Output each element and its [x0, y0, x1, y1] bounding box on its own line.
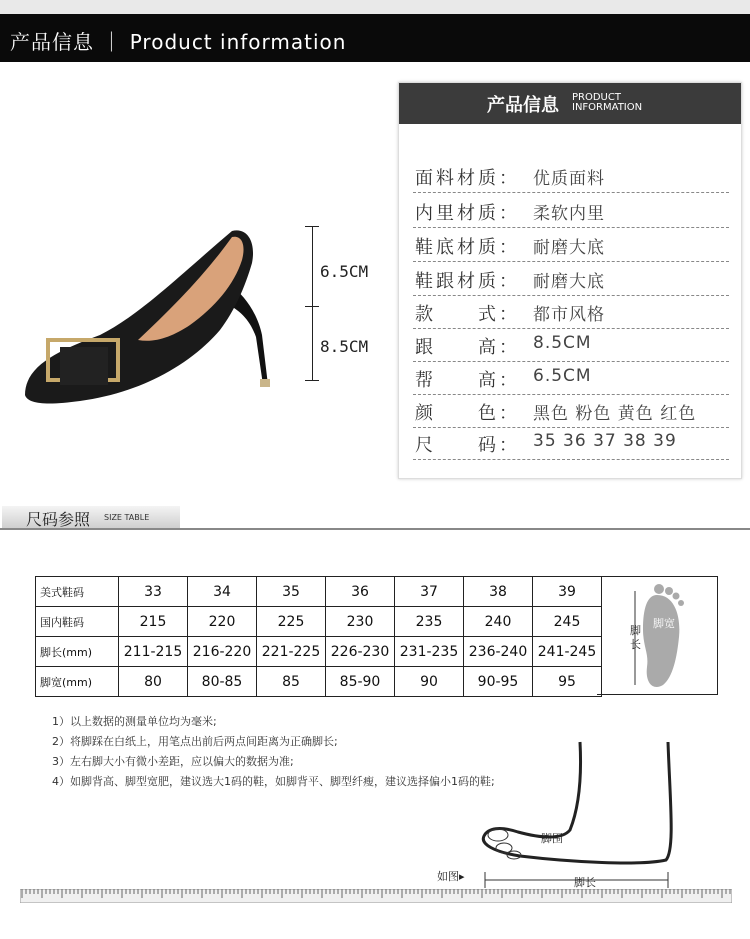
table-cell: 240 [464, 607, 533, 637]
panel-title-en [572, 93, 642, 113]
page-title: 产品信息 ｜ Product information [10, 30, 347, 54]
note-item: 2）将脚踩在白纸上，用笔点出前后两点间距离为正确脚长; [52, 735, 338, 748]
info-key: 帮 高： [415, 370, 520, 391]
info-key: 鞋跟材质： [415, 271, 520, 292]
info-value: 都市风格 [533, 305, 605, 325]
table-cell: 235 [395, 607, 464, 637]
dimension-line [312, 226, 313, 381]
info-row [413, 195, 729, 228]
page-header [0, 14, 750, 62]
info-value: 耐磨大底 [533, 272, 605, 292]
shoe-image [20, 215, 320, 415]
top-strip [0, 0, 750, 14]
table-cell: 80 [119, 667, 188, 697]
info-row [413, 296, 729, 329]
divider [0, 528, 750, 530]
dimension-tick [305, 306, 319, 307]
size-table [35, 576, 602, 697]
high-heel-shoe-icon [20, 215, 320, 415]
table-cell: 90-95 [464, 667, 533, 697]
info-key: 尺 码： [415, 435, 520, 456]
size-table-title-en: SIZE TABLE [104, 513, 150, 522]
info-row [413, 263, 729, 296]
info-value: 黑色 粉色 黄色 红色 [533, 404, 697, 424]
table-cell: 90 [395, 667, 464, 697]
table-cell: 215 [119, 607, 188, 637]
note-item: 4）如脚背高、脚型宽肥，建议选大1码的鞋，如脚背平、脚型纤瘦，建议选择偏小1码的鞋; [52, 775, 495, 788]
info-value: 35 36 37 38 39 [533, 431, 677, 451]
info-row [413, 362, 729, 395]
table-cell: 37 [395, 577, 464, 607]
table-row [36, 607, 602, 637]
foot-diagram-box [597, 576, 718, 695]
foot-length-label: 脚长 [630, 624, 641, 651]
notes-list [52, 712, 495, 792]
table-cell: 80-85 [188, 667, 257, 697]
table-cell: 226-230 [326, 637, 395, 667]
table-cell: 211-215 [119, 637, 188, 667]
info-value: 耐磨大底 [533, 238, 605, 258]
info-key: 内里材质： [415, 203, 520, 224]
table-cell: 230 [326, 607, 395, 637]
product-info-panel [398, 82, 742, 479]
info-key: 鞋底材质： [415, 237, 520, 258]
table-cell: 231-235 [395, 637, 464, 667]
table-row [36, 667, 602, 697]
info-key: 面料材质： [415, 168, 520, 189]
table-cell: 216-220 [188, 637, 257, 667]
table-cell: 85 [257, 667, 326, 697]
dimension-tick [305, 380, 319, 381]
upper-height-label: 6.5CM [320, 262, 369, 281]
ruler [20, 889, 732, 903]
info-row [413, 329, 729, 362]
table-cell: 38 [464, 577, 533, 607]
table-cell: 34 [188, 577, 257, 607]
info-value: 6.5CM [533, 366, 592, 386]
note-item: 1）以上数据的测量单位均为毫米; [52, 715, 217, 728]
size-table-tab [2, 506, 180, 528]
table-cell: 225 [257, 607, 326, 637]
as-shown-label: 如图▸ [437, 870, 465, 883]
info-value: 8.5CM [533, 333, 592, 353]
panel-title-en-2: INFORMATION [572, 102, 643, 113]
row-header: 脚长(mm) [36, 637, 119, 667]
info-row [413, 160, 729, 193]
table-cell: 85-90 [326, 667, 395, 697]
info-row [413, 395, 729, 428]
table-cell: 221-225 [257, 637, 326, 667]
row-header: 国内鞋码 [36, 607, 119, 637]
girth-label: 脚围 [541, 832, 563, 845]
foot-sole-icon [597, 577, 717, 694]
foot-measure-diagram [470, 740, 690, 890]
heel-height-label: 8.5CM [320, 337, 369, 356]
row-header: 美式鞋码 [36, 577, 119, 607]
table-cell: 39 [533, 577, 602, 607]
foot-width-label: 脚宽 [653, 617, 675, 630]
length-label: 脚长 [574, 876, 596, 889]
info-key: 颜 色： [415, 403, 520, 424]
table-cell: 35 [257, 577, 326, 607]
panel-title-cn: 产品信息 [487, 95, 559, 116]
info-row [413, 229, 729, 262]
info-row [413, 427, 729, 460]
table-cell: 36 [326, 577, 395, 607]
panel-title-en-1: PRODUCT [572, 92, 621, 103]
panel-header [399, 83, 741, 124]
info-key: 款 式： [415, 304, 520, 325]
table-cell: 33 [119, 577, 188, 607]
table-cell: 220 [188, 607, 257, 637]
size-table-bar [0, 504, 750, 531]
info-key: 跟 高： [415, 337, 520, 358]
info-value: 柔软内里 [533, 204, 605, 224]
table-cell: 245 [533, 607, 602, 637]
info-value: 优质面料 [533, 169, 605, 189]
table-cell: 241-245 [533, 637, 602, 667]
dimension-tick [305, 226, 319, 227]
note-item: 3）左右脚大小有微小差距，应以偏大的数据为准; [52, 755, 294, 768]
table-row [36, 637, 602, 667]
table-cell: 95 [533, 667, 602, 697]
size-table-title-cn: 尺码参照 [26, 510, 91, 529]
table-row [36, 577, 602, 607]
table-cell: 236-240 [464, 637, 533, 667]
row-header: 脚宽(mm) [36, 667, 119, 697]
